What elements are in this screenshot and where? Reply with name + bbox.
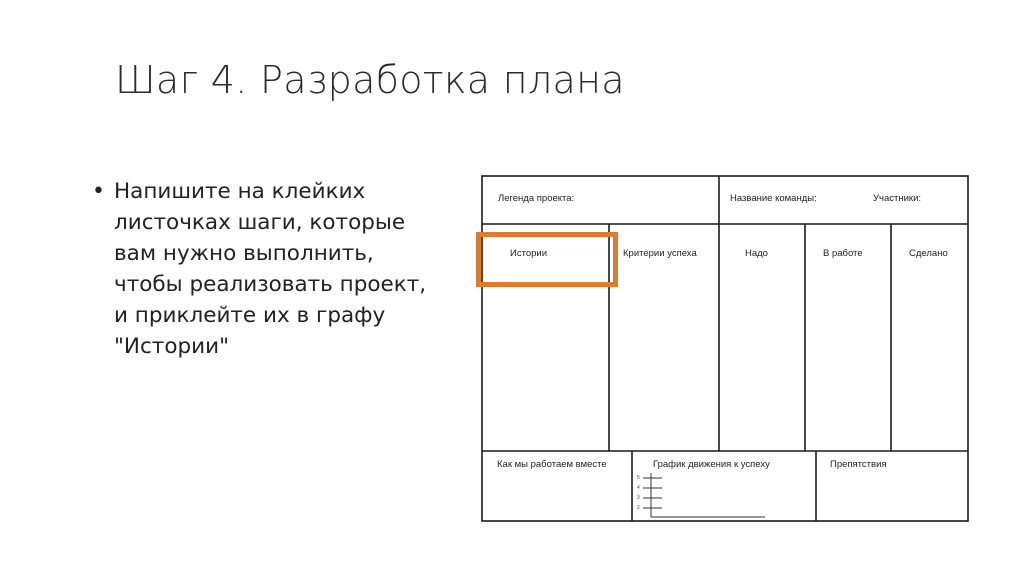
column-header-done: Сделано (909, 248, 948, 259)
mini-chart-tick-label: 5 (637, 475, 640, 481)
column-header-stories: Истории (510, 248, 548, 259)
instruction-text: Напишите на клейких листочках шаги, которые вам нужно выполнить, чтобы реализовать проект, и приклейте их в графу "Истории" (114, 179, 427, 359)
legend-label: Легенда проекта: (498, 193, 575, 204)
slide-title: Шаг 4. Разработка плана (115, 58, 625, 102)
team-name-label: Название команды: (730, 193, 817, 204)
stories-highlight-box (476, 232, 618, 287)
column-header-success-criteria: Критерии успеха (623, 248, 697, 259)
obstacles-label: Препятствия (830, 459, 887, 470)
mini-chart-tick-label: 2 (637, 505, 640, 511)
mini-chart-axes (643, 473, 765, 517)
progress-chart-label: График движения к успеху (653, 459, 770, 470)
column-header-in-progress: В работе (823, 248, 863, 259)
mini-chart-tick-label: 4 (637, 485, 640, 491)
how-we-work-label: Как мы работаем вместе (497, 459, 607, 470)
column-header-todo: Надо (745, 248, 768, 259)
mini-chart-tick-label: 3 (637, 495, 640, 501)
bullet-dot-icon: • (92, 179, 105, 204)
members-label: Участники: (873, 193, 922, 204)
